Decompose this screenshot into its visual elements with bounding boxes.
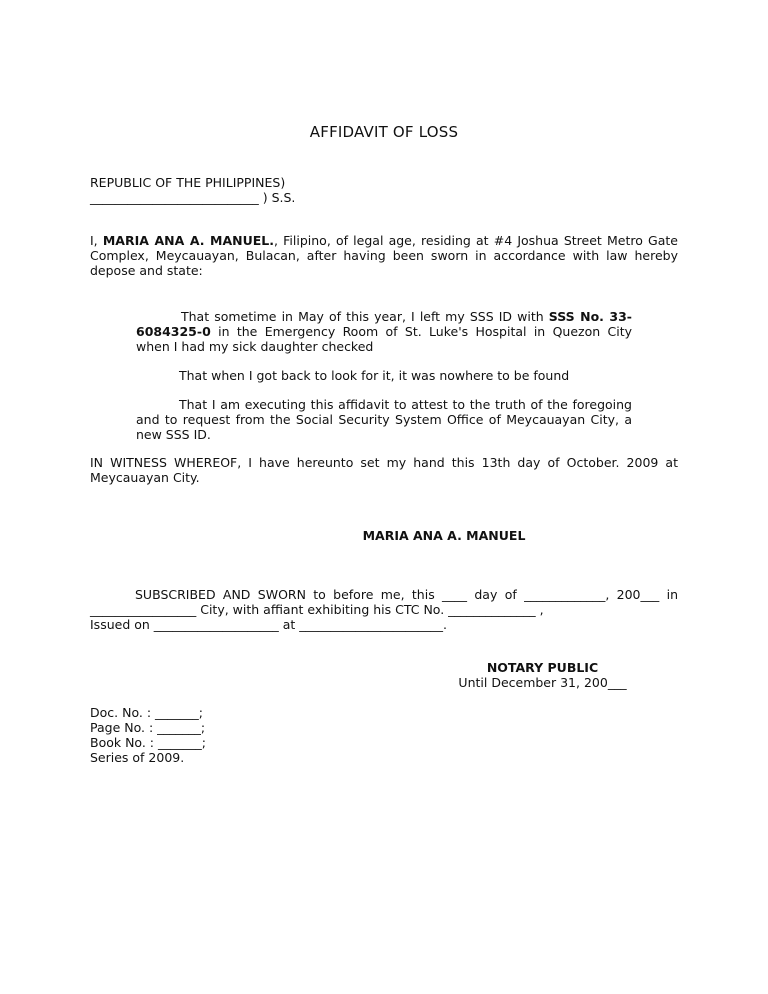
book-number: Book No. : _______; — [90, 735, 206, 750]
jurat-block — [90, 587, 678, 632]
paragraph-sss-after: in the Emergency Room of St. Luke's Hospital in Quezon City when I had my sick daughter checked — [136, 324, 632, 354]
notary-until: Until December 31, 200___ — [458, 675, 627, 690]
sss-number: SSS No. 33-6084325-0 — [136, 309, 632, 339]
intro-paragraph — [90, 233, 678, 278]
paragraph-sss-id — [136, 309, 632, 354]
affiant-name: MARIA ANA A. MANUEL. — [102, 233, 274, 248]
jurat-line-sworn: SUBSCRIBED AND SWORN to before me, this ____ day of _____________, 200___ in _________________ City, with affiant exhibiting his CTC No. ______________ , — [90, 587, 678, 617]
notary-title: NOTARY PUBLIC — [486, 660, 599, 675]
signature-name: MARIA ANA A. MANUEL — [362, 528, 526, 543]
paragraph-not-found: That when I got back to look for it, it was nowhere to be found — [179, 368, 570, 383]
venue-line-republic: REPUBLIC OF THE PHILIPPINES) — [90, 175, 286, 190]
doc-number: Doc. No. : _______; — [90, 705, 203, 720]
paragraph-sss-before: That sometime in May of this year, I left my SSS ID with — [181, 309, 549, 324]
jurat-line-issued: Issued on ____________________ at _______________________. — [90, 617, 448, 632]
document-title: AFFIDAVIT OF LOSS — [309, 123, 459, 141]
venue-line-ss: ___________________________ ) S.S. — [90, 190, 296, 205]
venue-block — [90, 175, 410, 205]
witness-clause: IN WITNESS WHEREOF, I have hereunto set my hand this 13th day of October. 2009 at Meycauayan City. — [90, 455, 678, 485]
intro-prefix: I, — [90, 233, 103, 248]
series-year: Series of 2009. — [90, 750, 185, 765]
notary-block — [395, 660, 690, 690]
intro-text: , Filipino, of legal age, residing at #4 Joshua Street Metro Gate Complex, Meycauayan, Bulacan, after having been sworn in accordance with law hereby depose and state: — [90, 233, 678, 278]
paragraph-purpose: That I am executing this affidavit to attest to the truth of the foregoing and to request from the Social Security System Office of Meycauayan City, a new SSS ID. — [136, 397, 632, 442]
docket-block — [90, 705, 390, 765]
page-number: Page No. : _______; — [90, 720, 206, 735]
